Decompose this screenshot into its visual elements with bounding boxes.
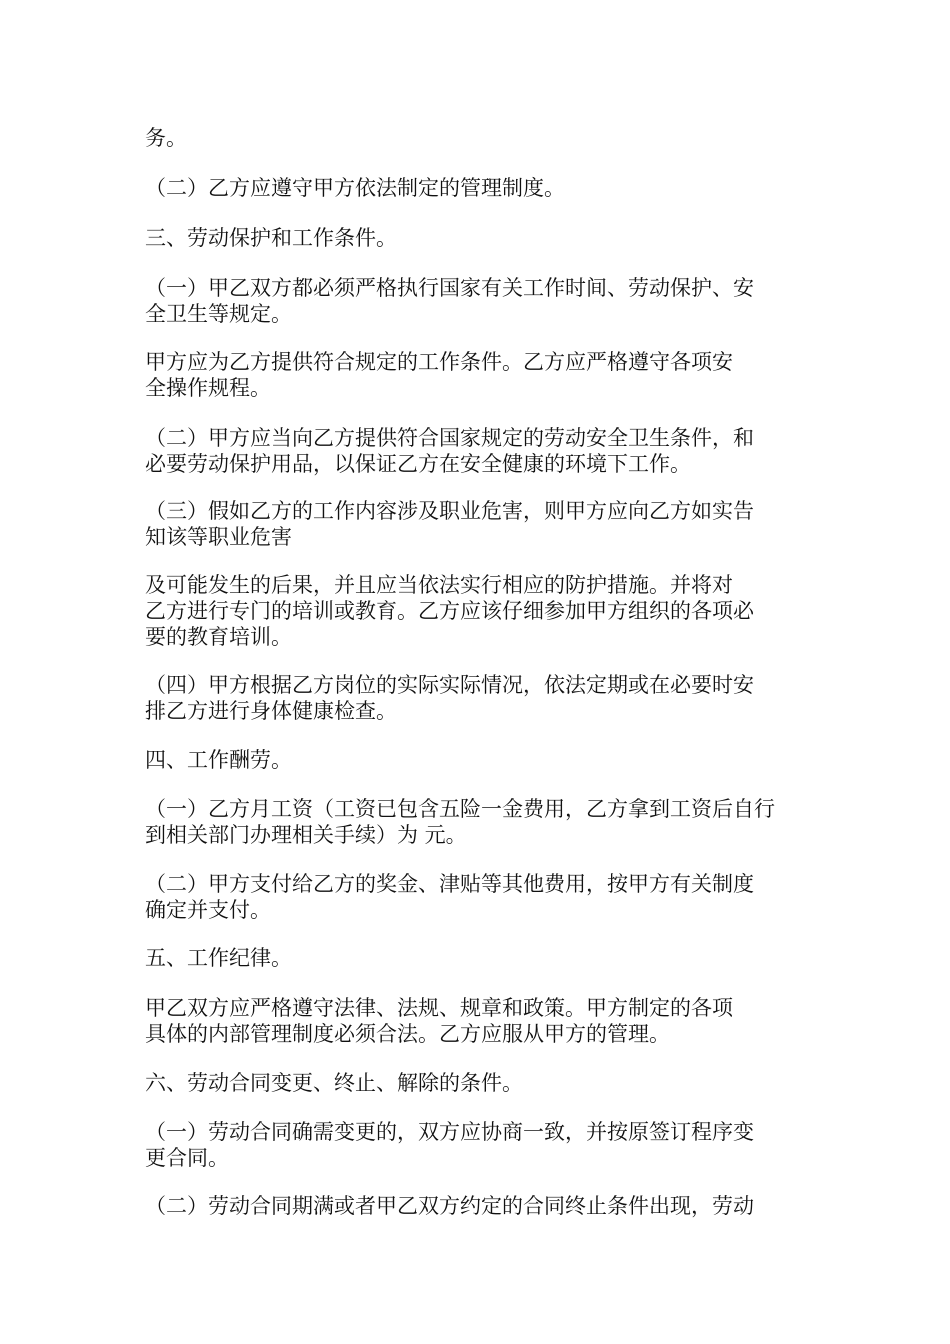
text-line: 知该等职业危害 <box>145 525 292 549</box>
section-heading: 五、工作纪律。 <box>145 946 292 970</box>
text-line: （二）甲方应当向乙方提供符合国家规定的劳动安全卫生条件，和 <box>145 426 754 450</box>
text-line: 及可能发生的后果，并且应当依法实行相应的防护措施。并将对 <box>145 573 733 597</box>
text-line: 全卫生等规定。 <box>145 302 292 326</box>
text-line: 甲方应为乙方提供符合规定的工作条件。乙方应严格遵守各项安 <box>145 350 733 374</box>
text-line: 甲乙双方应严格遵守法律、法规、规章和政策。甲方制定的各项 <box>145 996 733 1020</box>
text-line: （二）劳动合同期满或者甲乙双方约定的合同终止条件出现，劳动 <box>145 1194 754 1218</box>
text-line: 确定并支付。 <box>145 898 271 922</box>
text-line: （四）甲方根据乙方岗位的实际实际情况，依法定期或在必要时安 <box>145 673 754 697</box>
text-line: （二）乙方应遵守甲方依法制定的管理制度。 <box>145 176 565 200</box>
text-line: 具体的内部管理制度必须合法。乙方应服从甲方的管理。 <box>145 1022 670 1046</box>
text-line: 务。 <box>145 126 187 150</box>
text-line: 乙方进行专门的培训或教育。乙方应该仔细参加甲方组织的各项必 <box>145 599 754 623</box>
text-line: （二）甲方支付给乙方的奖金、津贴等其他费用，按甲方有关制度 <box>145 872 754 896</box>
section-heading: 六、劳动合同变更、终止、解除的条件。 <box>145 1071 523 1095</box>
text-line: 要的教育培训。 <box>145 625 292 649</box>
text-line: （一）乙方月工资（工资已包含五险一金费用，乙方拿到工资后自行 <box>145 797 775 821</box>
text-line: 全操作规程。 <box>145 376 271 400</box>
text-line: 必要劳动保护用品，以保证乙方在安全健康的环境下工作。 <box>145 452 691 476</box>
section-heading: 三、劳动保护和工作条件。 <box>145 226 397 250</box>
text-line: 排乙方进行身体健康检查。 <box>145 699 397 723</box>
text-line: 到相关部门办理相关手续）为 元。 <box>145 823 467 847</box>
text-line: （三）假如乙方的工作内容涉及职业危害，则甲方应向乙方如实告 <box>145 499 754 523</box>
text-line: （一）劳动合同确需变更的，双方应协商一致，并按原签订程序变 <box>145 1120 754 1144</box>
text-line: （一）甲乙双方都必须严格执行国家有关工作时间、劳动保护、安 <box>145 276 754 300</box>
section-heading: 四、工作酬劳。 <box>145 748 292 772</box>
text-line: 更合同。 <box>145 1146 229 1170</box>
